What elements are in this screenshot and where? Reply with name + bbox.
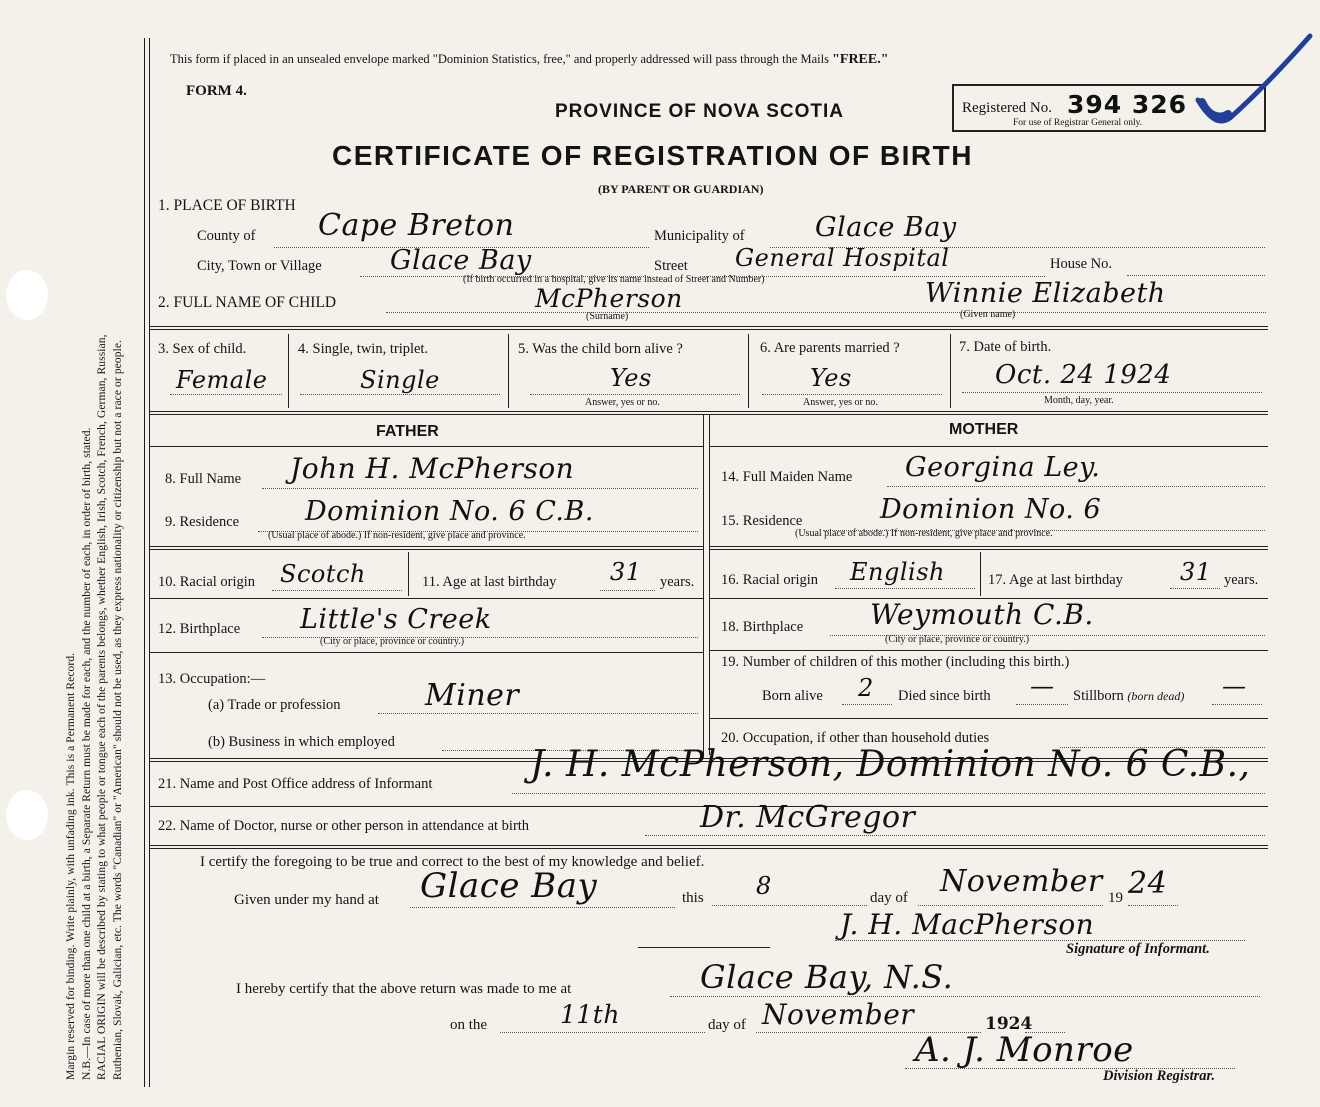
margin-note: Margin reserved for binding. Write plainly, with unfading ink. This is a Permanent Record. bbox=[65, 652, 77, 1080]
registrar-note: For use of Registrar General only. bbox=[1013, 118, 1143, 128]
mother-residence-label: 15. Residence bbox=[721, 513, 803, 529]
alive-label: 5. Was the child born alive ? bbox=[518, 341, 683, 357]
day-line bbox=[712, 905, 867, 906]
informant-line bbox=[512, 793, 1265, 794]
row-rule bbox=[150, 546, 703, 550]
house-number-line bbox=[1127, 275, 1265, 276]
dob-caption: Month, day, year. bbox=[1044, 395, 1114, 406]
city-label: City, Town or Village bbox=[197, 258, 322, 274]
section-divider bbox=[150, 845, 1268, 849]
municipality-value: Glace Bay bbox=[815, 212, 957, 243]
sex-line bbox=[170, 394, 282, 395]
died-label: Died since birth bbox=[898, 688, 991, 704]
this-label: this bbox=[682, 890, 704, 906]
certify-month: November bbox=[940, 864, 1103, 899]
child-name-label: 2. FULL NAME OF CHILD bbox=[158, 294, 337, 311]
street-value: General Hospital bbox=[735, 244, 950, 272]
father-years-label: years. bbox=[660, 574, 695, 590]
day-of-label: day of bbox=[870, 890, 908, 906]
mother-race-value: English bbox=[850, 558, 945, 586]
mother-birthplace-value: Weymouth C.B. bbox=[870, 598, 1094, 631]
binder-hole bbox=[6, 790, 48, 840]
dob-label: 7. Date of birth. bbox=[959, 339, 1052, 355]
registrar-place-line bbox=[670, 996, 1260, 997]
row-rule bbox=[709, 446, 1268, 447]
plurality-line bbox=[300, 394, 500, 395]
margin-rule bbox=[149, 38, 150, 1087]
given-place-line bbox=[410, 907, 675, 908]
father-birthplace-caption: (City or place, province or country.) bbox=[320, 636, 465, 647]
free-mark: "FREE." bbox=[832, 52, 889, 67]
married-label: 6. Are parents married ? bbox=[760, 340, 900, 356]
page-title: CERTIFICATE OF REGISTRATION OF BIRTH bbox=[332, 140, 973, 171]
mother-residence-value: Dominion No. 6 bbox=[880, 494, 1102, 525]
father-name-label: 8. Full Name bbox=[165, 471, 242, 487]
registrar-day-of-label: day of bbox=[708, 1017, 746, 1033]
married-caption: Answer, yes or no. bbox=[803, 397, 878, 408]
row-rule bbox=[709, 650, 1268, 651]
father-trade-label: (a) Trade or profession bbox=[208, 697, 341, 713]
mother-age-value: 31 bbox=[1180, 558, 1212, 586]
died-value: — bbox=[1030, 672, 1055, 700]
father-trade-value: Miner bbox=[425, 678, 520, 713]
column-rule bbox=[748, 334, 749, 408]
mother-race-line bbox=[835, 588, 975, 589]
registrar-year: 1924 bbox=[985, 1014, 1033, 1034]
city-value: Glace Bay bbox=[390, 245, 532, 276]
mother-occupation-label: 20. Occupation, if other than household duties bbox=[721, 730, 990, 746]
section-divider bbox=[150, 326, 1268, 330]
binder-hole bbox=[6, 270, 48, 320]
mother-age-line bbox=[1170, 588, 1220, 589]
father-race-label: 10. Racial origin bbox=[158, 574, 256, 590]
father-birthplace-value: Little's Creek bbox=[300, 604, 492, 635]
margin-note: N.B.—In case of more than one child at a birth, a Separate Return must be made for each, and the number of each, in order of birth, stated. bbox=[80, 427, 93, 1080]
column-rule bbox=[508, 334, 509, 408]
father-birthplace-label: 12. Birthplace bbox=[158, 621, 241, 637]
province-heading: PROVINCE OF NOVA SCOTIA bbox=[555, 101, 845, 122]
doctor-value: Dr. McGregor bbox=[700, 800, 916, 835]
born-alive-line bbox=[842, 704, 892, 705]
father-heading: FATHER bbox=[376, 423, 439, 440]
county-label: County of bbox=[197, 228, 256, 244]
row-rule bbox=[150, 446, 703, 447]
form-number: FORM 4. bbox=[186, 83, 247, 99]
county-value: Cape Breton bbox=[318, 208, 515, 243]
registrar-month: November bbox=[762, 998, 915, 1031]
surname-caption: (Surname) bbox=[586, 311, 629, 322]
month-line bbox=[918, 905, 1103, 906]
informant-signature-caption: Signature of Informant. bbox=[1066, 941, 1210, 957]
doctor-label: 22. Name of Doctor, nurse or other person in attendance at birth bbox=[158, 818, 530, 834]
died-line bbox=[1016, 704, 1068, 705]
alive-caption: Answer, yes or no. bbox=[585, 397, 660, 408]
married-value: Yes bbox=[810, 364, 852, 392]
alive-line bbox=[530, 394, 740, 395]
margin-note: RACIAL ORIGIN will be described by stating to what people or tongue each of the parents belongs, whether English, Irish, Scotch, French, German, Russian, bbox=[96, 334, 109, 1080]
mother-birthplace-label: 18. Birthplace bbox=[721, 619, 804, 635]
margin-notes bbox=[64, 0, 144, 1080]
sex-label: 3. Sex of child. bbox=[158, 341, 247, 357]
street-label: Street bbox=[654, 258, 688, 274]
father-age-value: 31 bbox=[610, 558, 642, 586]
plurality-value: Single bbox=[360, 366, 440, 394]
row-rule bbox=[150, 652, 703, 653]
registrar-signature: A. J. Monroe bbox=[915, 1030, 1134, 1070]
parents-divider bbox=[709, 415, 710, 755]
row-rule bbox=[709, 546, 1268, 550]
father-name-value: John H. McPherson bbox=[290, 452, 575, 485]
certify-statement: I certify the foregoing to be true and correct to the best of my knowledge and belief. bbox=[200, 854, 705, 870]
mother-name-line bbox=[887, 486, 1265, 487]
margin-rule bbox=[144, 38, 145, 1087]
mother-heading: MOTHER bbox=[949, 421, 1019, 438]
stillborn-label: Stillborn (born dead) bbox=[1073, 688, 1185, 704]
parents-divider bbox=[703, 415, 704, 755]
married-line bbox=[762, 394, 942, 395]
row-rule bbox=[709, 718, 1268, 719]
registrar-caption: Division Registrar. bbox=[1103, 1068, 1215, 1084]
column-rule bbox=[408, 552, 409, 596]
page-subtitle: (BY PARENT OR GUARDIAN) bbox=[598, 182, 764, 196]
informant-label: 21. Name and Post Office address of Informant bbox=[158, 776, 433, 792]
house-number-label: House No. bbox=[1050, 256, 1113, 272]
mother-age-label: 17. Age at last birthday bbox=[988, 572, 1123, 588]
informant-value: J. H. McPherson, Dominion No. 6 C.B., bbox=[530, 744, 1251, 785]
stillborn-note: (born dead) bbox=[1127, 689, 1185, 703]
born-alive-label: Born alive bbox=[762, 688, 823, 704]
stillborn-line bbox=[1212, 704, 1262, 705]
father-age-line bbox=[600, 590, 655, 591]
father-occupation-label: 13. Occupation:— bbox=[158, 671, 266, 687]
child-name-line bbox=[386, 312, 1266, 313]
child-surname: McPherson bbox=[535, 284, 683, 313]
separator-rule bbox=[638, 947, 770, 948]
mother-race-label: 16. Racial origin bbox=[721, 572, 819, 588]
given-name-caption: (Given name) bbox=[960, 309, 1016, 320]
father-residence-label: 9. Residence bbox=[165, 514, 240, 530]
informant-signature: J. H. MacPherson bbox=[840, 908, 1095, 941]
given-label: Given under my hand at bbox=[234, 892, 379, 908]
mother-years-label: years. bbox=[1224, 572, 1259, 588]
father-race-value: Scotch bbox=[280, 560, 366, 588]
municipality-label: Municipality of bbox=[654, 228, 745, 244]
mail-notice: This form if placed in an unsealed envelope marked "Dominion Statistics, free," and properly addressed will pass through the Mails "FREE." bbox=[170, 52, 889, 67]
born-alive-value: 2 bbox=[858, 674, 874, 702]
father-age-label: 11. Age at last birthday bbox=[422, 574, 557, 590]
dob-value: Oct. 24 1924 bbox=[995, 360, 1172, 390]
dob-line bbox=[962, 392, 1262, 393]
hospital-note: (If birth occurred in a hospital, give its name instead of Street and Number) bbox=[463, 274, 765, 285]
column-rule bbox=[980, 552, 981, 596]
registered-number: 394 326 bbox=[1067, 90, 1188, 119]
given-place: Glace Bay bbox=[420, 866, 598, 906]
registrar-place: Glace Bay, N.S. bbox=[700, 958, 954, 996]
father-residence-value: Dominion No. 6 C.B. bbox=[305, 496, 594, 527]
column-rule bbox=[288, 334, 289, 408]
plurality-label: 4. Single, twin, triplet. bbox=[298, 341, 429, 357]
on-the-label: on the bbox=[450, 1017, 488, 1033]
place-of-birth-label: 1. PLACE OF BIRTH bbox=[158, 197, 296, 214]
father-business-label: (b) Business in which employed bbox=[208, 734, 395, 750]
mother-name-value: Georgina Ley. bbox=[905, 452, 1101, 483]
blue-pen-check-mark bbox=[1190, 30, 1316, 130]
father-trade-line bbox=[378, 713, 698, 714]
father-residence-caption: (Usual place of abode.) If non-resident, give place and province. bbox=[268, 530, 526, 541]
column-rule bbox=[950, 334, 951, 408]
mother-children-label: 19. Number of children of this mother (including this birth.) bbox=[721, 654, 1070, 670]
row-rule bbox=[150, 598, 703, 599]
year-prefix: 19 bbox=[1108, 890, 1123, 906]
mother-birthplace-caption: (City or place, province or country.) bbox=[885, 634, 1030, 645]
margin-note: Ruthenian, Slovak, Galician, etc. The words "Canadian" or "American" should not be used, as they express nationality or citizenship but not a race or people. bbox=[111, 339, 124, 1080]
father-name-line bbox=[262, 488, 698, 489]
registered-label: Registered No. bbox=[962, 100, 1052, 116]
stillborn-value: — bbox=[1222, 672, 1247, 700]
father-race-line bbox=[272, 590, 402, 591]
mother-residence-caption: (Usual place of abode.) If non-resident, give place and province. bbox=[795, 528, 1053, 539]
alive-value: Yes bbox=[610, 364, 652, 392]
sex-value: Female bbox=[176, 366, 268, 394]
mother-name-label: 14. Full Maiden Name bbox=[721, 469, 853, 485]
year-suffix: 24 bbox=[1128, 866, 1168, 901]
registrar-day: 11th bbox=[560, 1000, 620, 1029]
registrar-statement: I hereby certify that the above return was made to me at bbox=[236, 981, 572, 997]
certify-day: 8 bbox=[756, 872, 772, 900]
registrar-day-line bbox=[500, 1032, 705, 1033]
year-line bbox=[1128, 905, 1178, 906]
child-given-name: Winnie Elizabeth bbox=[925, 278, 1166, 309]
doctor-line bbox=[645, 835, 1265, 836]
